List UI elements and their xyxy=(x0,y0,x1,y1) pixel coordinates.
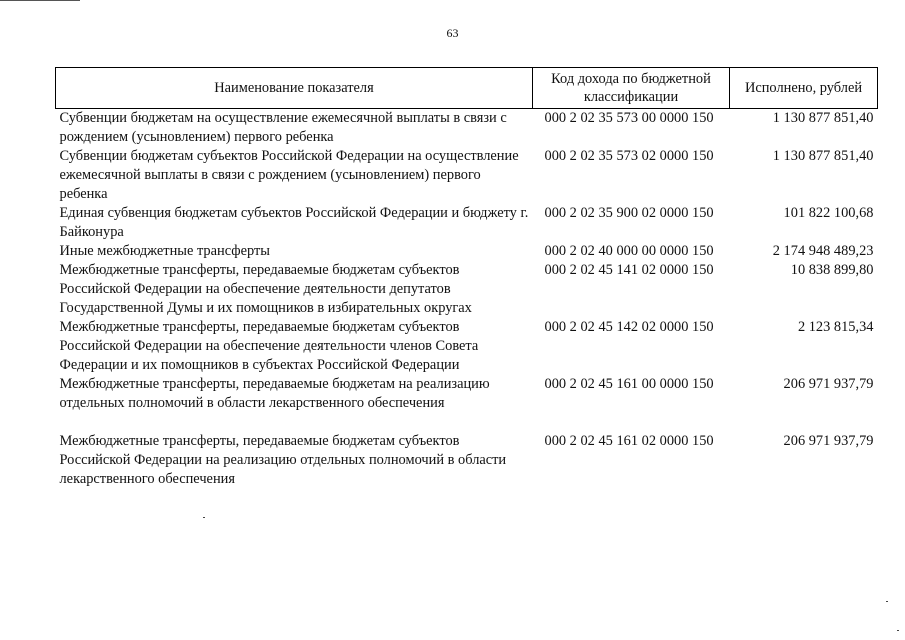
row-amount: 2 123 815,34 xyxy=(797,319,874,335)
row-name: Единая субвенция бюджетам субъектов Российской Федерации и бюджету г. Байконура xyxy=(59,205,529,240)
row-amount: 206 971 937,79 xyxy=(783,433,874,449)
row-amount: 206 971 937,79 xyxy=(783,376,874,392)
scan-speck xyxy=(886,601,888,602)
table-row xyxy=(56,261,878,318)
column-header-code: Код дохода по бюджетной классификации xyxy=(533,68,730,109)
spacer-row xyxy=(56,413,878,432)
table-row xyxy=(56,375,878,413)
row-code: 000 2 02 45 161 02 0000 150 xyxy=(544,433,714,449)
table-row xyxy=(56,147,878,204)
row-code: 000 2 02 45 161 00 0000 150 xyxy=(544,376,714,392)
table-header xyxy=(56,68,878,109)
row-code: 000 2 02 45 141 02 0000 150 xyxy=(544,262,714,278)
row-name: Межбюджетные трансферты, передаваемые бюджетам субъектов Российской Федерации на обеспечение деятельности депутатов Государственной Думы и их помощников в избирательных округах xyxy=(59,262,472,316)
table-row xyxy=(56,204,878,242)
row-amount: 2 174 948 489,23 xyxy=(772,243,874,259)
row-code: 000 2 02 45 142 02 0000 150 xyxy=(544,319,714,335)
row-amount: 1 130 877 851,40 xyxy=(772,148,874,164)
row-name: Межбюджетные трансферты, передаваемые бюджетам на реализацию отдельных полномочий в области лекарственного обеспечения xyxy=(59,376,490,411)
row-name: Субвенции бюджетам субъектов Российской Федерации на осуществление ежемесячной выплаты в связи с рождением (усыновлением) первого ребенка xyxy=(59,148,519,202)
table-body xyxy=(56,109,878,490)
column-header-amount: Исполнено, рублей xyxy=(730,68,878,109)
column-header-name: Наименование показателя xyxy=(56,68,533,109)
row-amount: 101 822 100,68 xyxy=(783,205,874,221)
row-name: Субвенции бюджетам на осуществление ежемесячной выплаты в связи с рождением (усыновлением) первого ребенка xyxy=(59,110,507,145)
row-code: 000 2 02 35 573 02 0000 150 xyxy=(544,148,714,164)
row-name: Иные межбюджетные трансферты xyxy=(59,243,270,259)
scan-speck xyxy=(897,630,899,631)
page-number: 63 xyxy=(446,26,459,40)
row-name: Межбюджетные трансферты, передаваемые бюджетам субъектов Российской Федерации на реализацию отдельных полномочий в области лекарственного обеспечения xyxy=(59,433,507,487)
budget-table xyxy=(55,67,878,489)
row-amount: 1 130 877 851,40 xyxy=(772,110,874,126)
table-row xyxy=(56,109,878,148)
row-code: 000 2 02 40 000 00 0000 150 xyxy=(544,243,714,259)
row-code: 000 2 02 35 573 00 0000 150 xyxy=(544,110,714,126)
header-row xyxy=(56,68,878,109)
row-amount: 10 838 899,80 xyxy=(790,262,874,278)
table-row xyxy=(56,242,878,261)
table-row xyxy=(56,432,878,489)
row-name: Межбюджетные трансферты, передаваемые бюджетам субъектов Российской Федерации на обеспечение деятельности членов Совета Федерации и их помощников в субъектах Российской Федерации xyxy=(59,319,479,373)
table-row xyxy=(56,318,878,375)
row-code: 000 2 02 35 900 02 0000 150 xyxy=(544,205,714,221)
scan-speck xyxy=(203,517,205,518)
scan-edge-line xyxy=(0,0,80,1)
